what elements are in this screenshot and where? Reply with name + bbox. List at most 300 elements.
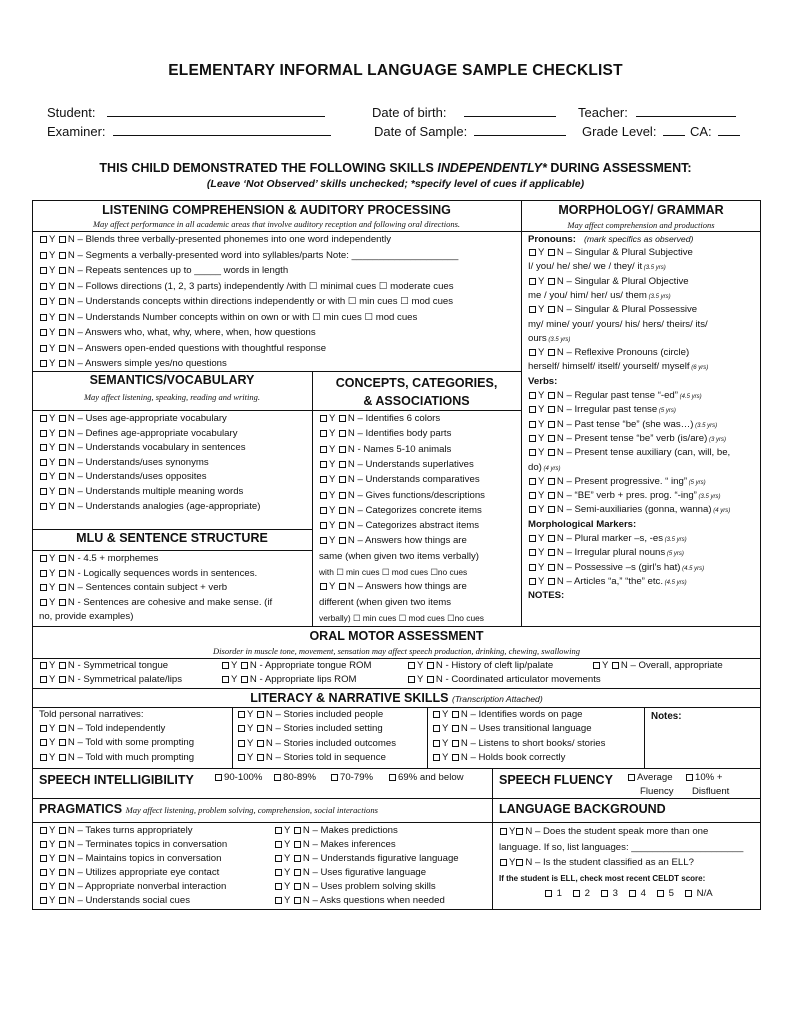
concepts-item[interactable] — [319, 505, 482, 517]
no-checkbox[interactable] — [548, 449, 555, 456]
score-checkbox[interactable] — [545, 890, 552, 897]
concepts-item[interactable] — [319, 428, 451, 440]
yes-checkbox[interactable] — [40, 360, 47, 367]
teacher-field[interactable]: Teacher: — [578, 105, 736, 120]
morphology-item[interactable] — [528, 404, 676, 417]
literacy-skill-item[interactable] — [432, 723, 592, 735]
listening-item[interactable] — [39, 265, 288, 277]
yes-checkbox[interactable] — [40, 430, 47, 437]
option-checkbox[interactable] — [331, 774, 338, 781]
yes-checkbox[interactable] — [320, 430, 327, 437]
yes-checkbox[interactable] — [40, 236, 47, 243]
item-label: ours — [528, 332, 547, 344]
no-checkbox[interactable] — [339, 507, 346, 514]
no-checkbox[interactable] — [59, 415, 66, 422]
yes-checkbox[interactable] — [529, 492, 536, 499]
semantics-item[interactable] — [39, 428, 238, 440]
yes-checkbox[interactable] — [433, 711, 440, 718]
story-item[interactable] — [237, 738, 396, 750]
yes-checkbox[interactable] — [40, 883, 47, 890]
celdt-score-option[interactable] — [628, 888, 646, 900]
yes-checkbox[interactable] — [593, 662, 600, 669]
no-checkbox[interactable] — [339, 583, 346, 590]
morphology-item[interactable] — [528, 504, 730, 517]
item-label: N – Maintains topics in conversation — [67, 853, 222, 864]
pragmatics-item[interactable] — [274, 881, 436, 893]
no-checkbox[interactable] — [59, 855, 66, 862]
yes-checkbox[interactable] — [238, 711, 245, 718]
yes-label: Y — [49, 553, 58, 564]
item-label: N – Stories included outcomes — [265, 737, 397, 749]
pragmatics-item[interactable] — [274, 895, 445, 907]
background-ell[interactable]: Y N – Is the student classified as an ELL? — [499, 857, 694, 869]
oral-motor-section-subtitle: Disorder in muscle tone, movement, sensation may affect speech production, drinking, chewing, swallowing — [213, 646, 580, 656]
listening-item[interactable] — [39, 327, 316, 339]
yes-checkbox[interactable] — [222, 662, 229, 669]
item-label: N – Stories included people — [265, 709, 384, 720]
ca-field[interactable]: CA: — [690, 124, 740, 139]
no-checkbox[interactable] — [548, 392, 555, 399]
yes-label: Y — [247, 751, 256, 763]
morphology-item[interactable] — [528, 490, 721, 503]
score-checkbox[interactable] — [685, 890, 692, 897]
no-checkbox[interactable] — [59, 827, 66, 834]
yes-checkbox[interactable] — [320, 537, 327, 544]
item-label: N – Told with much prompting — [67, 751, 195, 763]
no-checkbox[interactable] — [548, 349, 555, 356]
concepts-item[interactable] — [319, 535, 467, 547]
yes-label: Y — [49, 723, 58, 734]
no-checkbox[interactable] — [548, 535, 555, 542]
narrative-item[interactable] — [39, 723, 165, 735]
yes-checkbox[interactable] — [40, 298, 47, 305]
yes-checkbox[interactable] — [433, 754, 440, 761]
fluency-disfluent-option[interactable]: 10% + — [685, 772, 722, 784]
listening-item[interactable] — [39, 358, 227, 370]
literacy-skill-item[interactable] — [432, 738, 605, 750]
no-checkbox[interactable] — [59, 488, 66, 495]
yes-checkbox[interactable] — [40, 329, 47, 336]
no-checkbox[interactable] — [452, 754, 459, 761]
concepts-item[interactable] — [319, 413, 440, 425]
no-checkbox[interactable] — [59, 473, 66, 480]
score-checkbox[interactable] — [601, 890, 608, 897]
concepts-item[interactable] — [319, 490, 485, 502]
no-checkbox[interactable] — [452, 725, 459, 732]
yes-checkbox[interactable] — [238, 740, 245, 747]
morphology-item[interactable] — [528, 476, 706, 489]
intelligibility-option[interactable] — [330, 772, 373, 784]
oral-motor-item[interactable] — [407, 674, 601, 686]
no-checkbox[interactable] — [241, 676, 248, 683]
yes-checkbox[interactable] — [40, 570, 47, 577]
semantics-item[interactable] — [39, 413, 227, 425]
yes-checkbox[interactable] — [320, 476, 327, 483]
no-checkbox[interactable] — [548, 549, 555, 556]
student-field[interactable]: Student: — [47, 105, 325, 120]
no-checkbox[interactable] — [59, 503, 66, 510]
pragmatics-item[interactable] — [39, 895, 190, 907]
no-checkbox[interactable] — [339, 415, 346, 422]
option-checkbox[interactable] — [389, 774, 396, 781]
item-label: N – Uses problem solving skills — [302, 881, 436, 892]
no-checkbox[interactable] — [548, 564, 555, 571]
yes-label: Y — [538, 504, 547, 516]
oral-motor-item[interactable] — [221, 674, 357, 686]
morphology-item[interactable] — [528, 304, 697, 316]
oral-motor-item[interactable] — [39, 674, 182, 686]
no-checkbox[interactable] — [427, 662, 434, 669]
yes-checkbox[interactable] — [40, 897, 47, 904]
yes-checkbox[interactable] — [40, 855, 47, 862]
no-checkbox[interactable] — [548, 435, 555, 442]
yes-checkbox[interactable] — [40, 473, 47, 480]
no-checkbox[interactable] — [339, 461, 346, 468]
yes-label: Y — [538, 547, 547, 559]
literacy-section-title: LITERACY & NARRATIVE SKILLS (Transcription Attached) — [250, 691, 543, 705]
score-label: 3 — [610, 888, 619, 899]
no-checkbox[interactable] — [548, 406, 555, 413]
no-checkbox[interactable] — [452, 740, 459, 747]
yes-checkbox[interactable] — [529, 478, 536, 485]
celdt-score-option[interactable] — [544, 888, 562, 900]
yes-checkbox[interactable] — [40, 584, 47, 591]
no-checkbox[interactable] — [294, 869, 301, 876]
yes-label: Y — [284, 881, 293, 892]
listening-item[interactable] — [39, 312, 417, 324]
item-label: N – Singular & Plural Possessive — [556, 304, 698, 316]
yes-checkbox[interactable] — [529, 564, 536, 571]
yes-checkbox[interactable] — [275, 841, 282, 848]
story-item[interactable] — [237, 709, 383, 721]
pragmatics-item[interactable] — [39, 839, 227, 851]
no-checkbox[interactable] — [548, 578, 555, 585]
date-of-sample-field[interactable]: Date of Sample: — [374, 124, 566, 139]
no-checkbox[interactable] — [548, 506, 555, 513]
item-label: N – Terminates topics in conversation — [67, 839, 228, 850]
no-checkbox[interactable] — [548, 492, 555, 499]
intelligibility-option[interactable] — [214, 772, 262, 784]
option-label: 90-100% — [224, 772, 263, 783]
yes-checkbox[interactable] — [40, 459, 47, 466]
age-note: (3.5 yrs) — [642, 265, 666, 272]
no-checkbox[interactable] — [548, 278, 555, 285]
no-checkbox[interactable] — [452, 711, 459, 718]
celdt-score-option[interactable] — [656, 888, 674, 900]
item-label: N – Singular & Plural Subjective — [556, 247, 693, 258]
item-label: N – Answers how things are — [347, 535, 467, 547]
yes-checkbox[interactable] — [238, 725, 245, 732]
no-checkbox[interactable] — [59, 754, 66, 761]
pragmatics-item[interactable] — [39, 867, 219, 879]
yes-checkbox[interactable] — [529, 578, 536, 585]
morphology-item[interactable] — [528, 390, 702, 403]
oral-motor-item[interactable] — [221, 660, 372, 672]
no-checkbox[interactable] — [59, 345, 66, 352]
concepts-item[interactable] — [319, 474, 480, 486]
morphology-item[interactable] — [528, 562, 704, 575]
no-checkbox[interactable] — [59, 329, 66, 336]
no-checkbox[interactable] — [59, 459, 66, 466]
yes-checkbox[interactable] — [320, 461, 327, 468]
yes-checkbox[interactable] — [529, 349, 536, 356]
concepts-item[interactable] — [319, 520, 479, 532]
dob-field[interactable]: Date of birth: — [372, 105, 556, 120]
concepts-item — [319, 566, 467, 578]
yes-checkbox[interactable] — [40, 841, 47, 848]
yes-checkbox[interactable] — [529, 506, 536, 513]
pragmatics-item[interactable] — [274, 825, 398, 837]
no-checkbox[interactable] — [339, 476, 346, 483]
morphology-item[interactable] — [528, 347, 689, 359]
celdt-score-option[interactable] — [600, 888, 618, 900]
mlu-item[interactable] — [39, 553, 158, 565]
no-checkbox[interactable] — [59, 599, 66, 606]
yes-checkbox[interactable] — [408, 662, 415, 669]
literacy-skill-item[interactable] — [432, 752, 565, 764]
yes-checkbox[interactable] — [222, 676, 229, 683]
concepts-item[interactable] — [319, 581, 467, 593]
pragmatics-item[interactable] — [274, 853, 459, 865]
morphology-item[interactable] — [528, 433, 726, 446]
no-checkbox[interactable] — [339, 537, 346, 544]
no-checkbox[interactable] — [257, 711, 264, 718]
no-checkbox[interactable] — [59, 444, 66, 451]
yes-checkbox[interactable] — [433, 725, 440, 732]
yes-checkbox[interactable] — [238, 754, 245, 761]
no-checkbox[interactable] — [241, 662, 248, 669]
yes-checkbox[interactable] — [40, 555, 47, 562]
yes-checkbox[interactable] — [40, 283, 47, 290]
no-checkbox[interactable] — [257, 754, 264, 761]
narrative-item[interactable] — [39, 752, 194, 764]
yes-checkbox[interactable] — [529, 392, 536, 399]
yes-label: Y — [329, 458, 338, 470]
yes-checkbox[interactable] — [320, 522, 327, 529]
yes-checkbox[interactable] — [529, 535, 536, 542]
yes-label: Y — [49, 456, 58, 468]
yes-label: Y — [538, 404, 547, 416]
concepts-item[interactable] — [319, 444, 451, 456]
listening-item[interactable] — [39, 343, 326, 355]
morphology-item[interactable] — [528, 533, 687, 546]
yes-checkbox[interactable] — [275, 869, 282, 876]
yes-checkbox[interactable] — [40, 488, 47, 495]
yes-checkbox[interactable] — [40, 827, 47, 834]
yes-checkbox[interactable] — [529, 449, 536, 456]
score-checkbox[interactable] — [629, 890, 636, 897]
no-checkbox[interactable] — [294, 841, 301, 848]
literacy-skill-item[interactable] — [432, 709, 583, 721]
yes-checkbox[interactable] — [320, 415, 327, 422]
yes-label: Y — [49, 839, 58, 850]
no-checkbox[interactable] — [59, 570, 66, 577]
yes-label: Y — [49, 751, 58, 763]
no-checkbox[interactable] — [59, 584, 66, 591]
yes-checkbox[interactable] — [40, 267, 47, 274]
yes-checkbox[interactable] — [275, 827, 282, 834]
no-checkbox[interactable] — [339, 430, 346, 437]
pragmatics-item[interactable] — [274, 839, 396, 851]
oral-motor-item[interactable] — [592, 660, 723, 672]
yes-checkbox[interactable] — [40, 415, 47, 422]
yes-label: Y — [329, 474, 338, 486]
no-checkbox[interactable] — [294, 883, 301, 890]
age-note: (5 yrs) — [657, 408, 676, 415]
no-checkbox[interactable] — [59, 841, 66, 848]
item-label: N – Singular & Plural Objective — [556, 275, 689, 287]
yes-checkbox[interactable] — [529, 435, 536, 442]
yes-checkbox[interactable] — [320, 583, 327, 590]
no-checkbox[interactable] — [339, 522, 346, 529]
no-checkbox[interactable] — [59, 676, 66, 683]
yes-checkbox[interactable] — [529, 549, 536, 556]
no-checkbox[interactable] — [548, 306, 555, 313]
no-checkbox[interactable] — [294, 827, 301, 834]
yes-checkbox[interactable] — [40, 754, 47, 761]
yes-checkbox[interactable] — [40, 725, 47, 732]
age-note: (4.5 yrs) — [663, 579, 687, 586]
semantics-item[interactable] — [39, 501, 260, 513]
yes-checkbox[interactable] — [40, 662, 47, 669]
oral-motor-item[interactable] — [407, 660, 553, 672]
score-checkbox[interactable] — [573, 890, 580, 897]
yes-checkbox[interactable] — [40, 444, 47, 451]
celdt-score-option[interactable] — [684, 888, 713, 900]
score-checkbox[interactable] — [657, 890, 664, 897]
pragmatics-item[interactable] — [274, 867, 426, 879]
no-checkbox[interactable] — [257, 740, 264, 747]
no-checkbox[interactable] — [59, 298, 66, 305]
yes-checkbox[interactable] — [40, 739, 47, 746]
no-checkbox[interactable] — [59, 314, 66, 321]
semantics-item[interactable] — [39, 486, 243, 498]
no-checkbox[interactable] — [59, 252, 66, 259]
yes-checkbox[interactable] — [529, 421, 536, 428]
no-checkbox[interactable] — [59, 662, 66, 669]
semantics-section-subtitle: May affect listening, speaking, reading and writing. — [83, 392, 261, 402]
semantics-item[interactable] — [39, 471, 207, 483]
no-checkbox[interactable] — [59, 897, 66, 904]
morphology-item[interactable] — [528, 419, 717, 432]
yes-checkbox[interactable] — [529, 306, 536, 313]
morphology-item[interactable] — [528, 547, 684, 560]
no-checkbox[interactable] — [59, 555, 66, 562]
yes-label: Y — [538, 432, 547, 444]
yes-label: Y — [329, 535, 338, 547]
fluency-average-option[interactable]: Average — [627, 772, 673, 784]
yes-checkbox[interactable] — [40, 314, 47, 321]
yes-checkbox[interactable] — [40, 869, 47, 876]
examiner-field[interactable]: Examiner: — [47, 124, 331, 139]
no-checkbox[interactable] — [427, 676, 434, 683]
yes-checkbox[interactable] — [529, 249, 536, 256]
yes-checkbox[interactable] — [529, 278, 536, 285]
mlu-item[interactable] — [39, 582, 227, 594]
listening-item[interactable] — [39, 296, 453, 308]
option-checkbox[interactable] — [274, 774, 281, 781]
yes-checkbox[interactable] — [320, 507, 327, 514]
semantics-item[interactable] — [39, 442, 246, 454]
no-checkbox[interactable] — [59, 725, 66, 732]
no-checkbox[interactable] — [59, 430, 66, 437]
yes-checkbox[interactable] — [40, 676, 47, 683]
item-label: same (when given two items verbally) — [319, 550, 479, 562]
no-checkbox[interactable] — [59, 869, 66, 876]
narrative-item[interactable] — [39, 737, 194, 749]
morphology-item[interactable] — [528, 276, 689, 288]
listening-item[interactable] — [39, 281, 454, 293]
no-checkbox[interactable] — [548, 249, 555, 256]
no-checkbox[interactable] — [548, 421, 555, 428]
no-checkbox[interactable] — [59, 360, 66, 367]
yes-checkbox[interactable] — [275, 855, 282, 862]
yes-checkbox[interactable] — [40, 503, 47, 510]
pragmatics-item[interactable] — [39, 853, 221, 865]
celdt-score-option[interactable] — [572, 888, 590, 900]
item-label: N – Reflexive Pronouns (circle) — [556, 347, 690, 359]
yes-checkbox[interactable] — [40, 252, 47, 259]
yes-checkbox[interactable] — [275, 897, 282, 904]
yes-label: Y — [247, 723, 256, 735]
semantics-item[interactable] — [39, 457, 209, 469]
no-checkbox[interactable] — [59, 883, 66, 890]
oral-motor-item[interactable] — [39, 660, 168, 672]
story-item[interactable] — [237, 752, 386, 764]
background-multilang[interactable]: Y N – Does the student speak more than one — [499, 826, 708, 838]
yes-checkbox[interactable] — [529, 406, 536, 413]
concepts-item[interactable] — [319, 459, 474, 471]
intelligibility-option[interactable] — [388, 772, 464, 784]
morphology-item — [528, 261, 666, 274]
yes-checkbox[interactable] — [320, 446, 327, 453]
listening-item[interactable] — [39, 250, 458, 262]
morphology-item[interactable] — [528, 576, 687, 589]
pragmatics-item[interactable] — [39, 881, 226, 893]
no-checkbox[interactable] — [59, 236, 66, 243]
option-checkbox[interactable] — [215, 774, 222, 781]
mlu-item[interactable] — [39, 597, 272, 609]
no-checkbox[interactable] — [257, 725, 264, 732]
no-checkbox[interactable] — [612, 662, 619, 669]
yes-label: Y — [329, 504, 338, 516]
no-checkbox[interactable] — [59, 267, 66, 274]
morphology-item[interactable] — [528, 247, 693, 259]
no-checkbox[interactable] — [294, 897, 301, 904]
pragmatics-item[interactable] — [39, 825, 193, 837]
yes-checkbox[interactable] — [320, 492, 327, 499]
grade-field[interactable]: Grade Level: — [582, 124, 685, 139]
morphology-item[interactable] — [528, 447, 730, 459]
intelligibility-option[interactable] — [273, 772, 316, 784]
listening-item[interactable] — [39, 234, 391, 246]
no-checkbox[interactable] — [59, 283, 66, 290]
no-checkbox[interactable] — [339, 492, 346, 499]
yes-checkbox[interactable] — [433, 740, 440, 747]
no-checkbox[interactable] — [548, 478, 555, 485]
no-checkbox[interactable] — [59, 739, 66, 746]
story-item[interactable] — [237, 723, 383, 735]
no-checkbox[interactable] — [339, 446, 346, 453]
yes-checkbox[interactable] — [275, 883, 282, 890]
yes-label: Y — [49, 265, 58, 276]
no-checkbox[interactable] — [294, 855, 301, 862]
yes-checkbox[interactable] — [40, 599, 47, 606]
yes-checkbox[interactable] — [408, 676, 415, 683]
mlu-item[interactable] — [39, 568, 257, 580]
item-label: N – Holds book correctly — [460, 751, 566, 763]
yes-checkbox[interactable] — [40, 345, 47, 352]
